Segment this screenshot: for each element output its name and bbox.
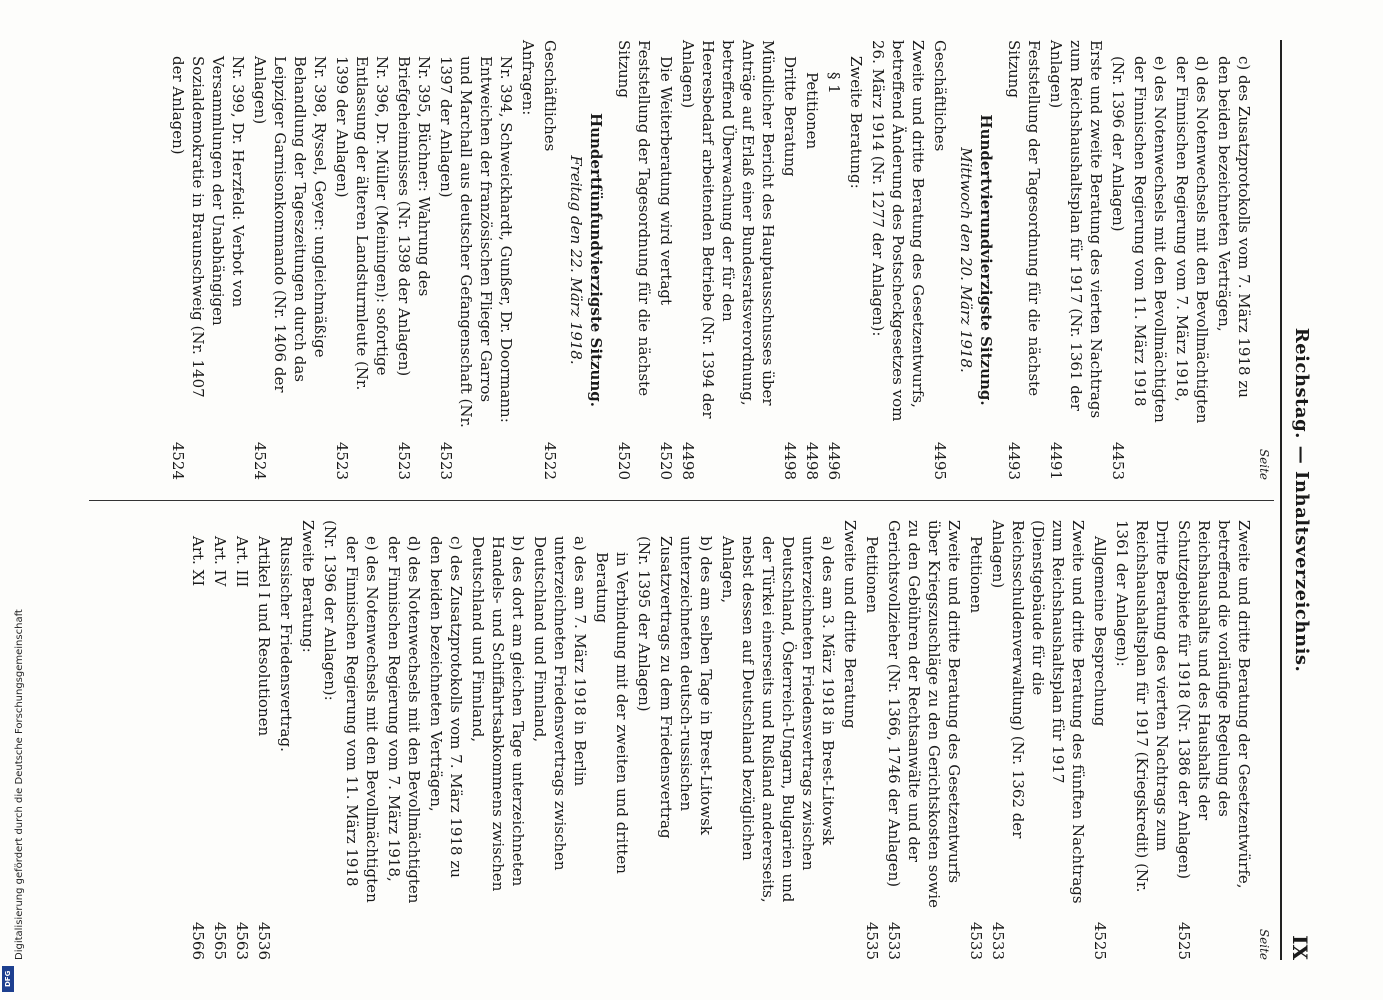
toc-entry [254,520,274,960]
toc-entry-text: § 1 [825,72,843,94]
toc-page-number: 4498 [803,441,821,480]
toc-page-number: 4533 [989,921,1007,960]
header-rule [1280,40,1282,960]
toc-entry [342,520,382,960]
toc-entry [468,520,528,960]
toc-entry-text: Petitionen [863,536,881,614]
toc-entry [426,520,466,960]
rotated-page-content [70,0,1330,1000]
left-column [168,40,1274,480]
toc-entry [656,520,716,960]
toc-entry [1172,40,1212,480]
toc-entry-text: Feststellung der Tagesordnung für die nächste Sitzung [1005,40,1043,397]
toc-entry-text: Zweite und dritte Beratung des fünften Nachtrags zum Reichshaushaltsplan für 1917 (Dienstgebäude für die Reichsschuldenverwaltung) (Nr. 1362 der Anlagen) [989,520,1087,904]
toc-page-number: 4533 [885,921,903,960]
toc-entry-text: Erste und zweite Beratung des vierten Nachtrags zum Reichshaushaltsplan für 1917 (Nr. 1361 der Anlagen) [1047,40,1105,419]
toc-entry-text: Feststellung der Tagesordnung für die nächste Sitzung [615,40,653,397]
toc-entry-text: Art. XI [189,536,207,587]
toc-entry-text: Russischer Friedensvertrag. [277,536,295,752]
toc-entry [436,40,516,480]
toc-entry [1108,40,1128,480]
toc-entry [614,40,654,480]
toc-page-number: 4453 [1109,441,1127,480]
toc-entry [276,520,296,960]
toc-page-number: 4525 [1091,921,1109,960]
toc-entry-text: Nr. 396, Dr. Müller (Meiningen): sofortige Entlassung der älteren Landsturmleute (Nr. 1399 der Anlagen) [333,56,391,391]
toc-entry [592,520,632,960]
toc-entry [320,520,340,960]
toc-entry-text: c) des Zusatzprotokolls vom 7. März 1918 zu den beiden bezeichneten Verträgen, [1215,56,1253,398]
toc-entry-text: b) des am selben Tage in Brest-Litowsk unterzeichneten deutsch-russischen Zusatzvertrags zu dem Friedensvertrag [657,536,715,839]
toc-page-number: 4533 [967,921,985,960]
toc-page-number: 4495 [931,441,949,480]
toc-entry-text: b) des dort am gleichen Tage unterzeichneten Handels- und Schiffahrtsabkommens zwischen Deutschland und Finnland, [469,536,527,892]
toc-entry [250,40,330,480]
toc-entry-text: Zweite und dritte Beratung [841,520,859,729]
toc-entry-text: Dritte Beratung des vierten Nachtrags zum Reichshaushaltsplan für 1917 (Kriegskredit) (Nr. 1361 der Anlagen): [1113,520,1171,893]
column-divider [89,500,1274,501]
toc-entry-text: Dritte Beratung [781,56,799,177]
toc-entry [884,520,964,960]
toc-entry-text: c) des Zusatzprotokolls vom 7. März 1918 zu den beiden bezeichneten Verträgen, [427,536,465,878]
toc-entry [298,520,318,960]
toc-entry [930,40,950,480]
toc-entry-text: (Nr. 1396 der Anlagen) [1109,56,1127,232]
session-heading: Hundertfünfundvierzigste Sitzung. [587,112,605,408]
toc-page-number: 4566 [189,921,207,960]
toc-entry-text: a) des am 3. März 1918 in Brest-Litowsk unterzeichneten Friedensvertrags zwischen Deutschland, Österreich-Ungarn, Bulgarien und der Türkei einerseits und Rußland andererseits, nebst dessen auf Deutschland bezüglichen Anlagen, [719,536,837,903]
toc-page-number: 4493 [1005,441,1023,480]
toc-entry-text: Nr. 395, Büchner: Wahrung des Briefgeheimnisses (Nr. 1398 der Anlagen) [395,56,433,377]
toc-entry-text: d) des Notenwechsels mit den Bevollmächtigten der Finnischen Regierung vom 7. März 1918, [385,536,423,904]
toc-entry [634,520,654,960]
toc-page-number: 4496 [825,441,843,480]
toc-page-number: 4520 [657,441,675,480]
toc-page-number: 4498 [679,441,697,480]
toc-entry [840,520,860,960]
toc-entry [518,40,538,480]
toc-entry [1130,40,1170,480]
toc-entry [780,40,800,480]
toc-entry [332,40,392,480]
toc-entry-text: Art. III [233,536,251,588]
toc-page-number: 4536 [255,921,273,960]
toc-entry-text: Allgemeine Besprechung [1091,536,1109,727]
toc-entry [718,520,838,960]
toc-page-number: 4524 [251,441,269,480]
toc-entry [846,40,866,480]
toc-page-number: 4523 [333,441,351,480]
toc-entry [868,40,928,480]
toc-entry [1174,520,1254,960]
toc-entry [530,520,590,960]
toc-page-number: 4522 [541,441,559,480]
toc-entry-text: Zweite und dritte Beratung des Gesetzentwurfs über Kriegszuschläge zu den Gerichtskosten sowie zu den Gebühren der Rechtsanwälte und der Gerichtsvollzieher (Nr. 1366, 1746 der Anlagen) [885,520,963,908]
toc-entry [1046,40,1106,480]
toc-entry-text: Zweite Beratung: [847,56,865,189]
seite-label: Seite [1257,928,1271,960]
toc-entry [168,40,248,480]
toc-entry [1090,520,1110,960]
toc-page-number: 4535 [863,921,881,960]
toc-page-number: 4520 [615,441,633,480]
page-header [1286,40,1312,960]
toc-entry-text: a) des am 7. März 1918 in Berlin unterzeichneten Friedensvertrags zwischen Deutschland und Finnland, [531,536,589,871]
toc-entry-text: (Nr. 1396 der Anlagen): [321,520,339,701]
session-heading: Hundertvierundvierzigste Sitzung. [977,114,995,406]
session-date: Freitag den 22. März 1918. [567,155,585,365]
toc-entry-text: Nr. 398, Ryssel, Geyer: ungleichmäßige Behandlung der Tageszeitungen durch das Leipziger Garnisonkommando (Nr. 1406 der Anlagen) [251,56,329,393]
toc-entry-text: Petitionen [803,72,821,150]
toc-entry [678,40,778,480]
toc-entry [824,40,844,480]
toc-entry [384,520,424,960]
toc-entry [862,520,882,960]
toc-entry-text: Artikel I und Resolutionen [255,536,273,737]
toc-entry [188,520,208,960]
toc-entry [966,520,986,960]
toc-entry [394,40,434,480]
toc-page-number: 4523 [437,441,455,480]
right-column [188,520,1274,960]
toc-entry-text: Art. IV [211,536,229,587]
seite-label: Seite [1257,448,1271,480]
toc-entry-text: e) des Notenwechsels mit den Bevollmächtigten der Finnischen Regierung vom 11. März 1918 [1131,56,1169,423]
toc-entry-text: Die Weiterberatung wird vertagt [657,56,675,306]
session-date: Mittwoch den 20. März 1918. [957,147,975,373]
toc-entry [210,520,230,960]
page-title: Reichstag. — Inhaltsverzeichnis. [1291,327,1312,673]
toc-entry-text: Petitionen [967,536,985,614]
toc-entry [1004,40,1044,480]
toc-entry-text: e) des Notenwechsels mit den Bevollmächtigten der Finnischen Regierung vom 11. März 1918 [343,536,381,903]
toc-entry [1214,40,1254,480]
digitization-note [0,0,25,1000]
toc-page-number: 4498 [781,441,799,480]
toc-entry [988,520,1088,960]
toc-entry-text: Geschäftliches [541,40,559,152]
toc-entry-text: Mündlicher Bericht des Hauptausschusses über Anträge auf Erlaß einer Bundesratsverordnung, betreffend Überwachung der für den Heeresbedarf arbeitenden Betriebe (Nr. 1394 der Anlagen) [679,40,777,419]
toc-entry-text: d) des Notenwechsels mit den Bevollmächtigten der Finnischen Regierung vom 7. März 1918, [1173,56,1211,424]
page-number: IX [1288,935,1312,960]
toc-entry-text: Geschäftliches [931,40,949,152]
toc-entry-text: Nr. 399, Dr. Herzfeld: Verbot von Versammlungen der Unabhängigen Sozialdemokratie in Braunschweig (Nr. 1407 der Anlagen) [169,56,247,398]
toc-entry-text: in Verbindung mit der zweiten und dritten Beratung [593,552,631,874]
toc-entry-text: Anfragen: [519,40,537,116]
toc-entry-text: Zweite und dritte Beratung des Gesetzentwurfs, betreffend Änderung des Postscheckgesetzes vom 26. März 1914 (Nr. 1277 der Anlagen): [869,40,927,422]
toc-page-number: 4523 [395,441,413,480]
toc-page-number: 4563 [233,921,251,960]
toc-entry-text: Zweite und dritte Beratung der Gesetzentwürfe, betreffend die vorläufige Regelung des Reichshaushalts und des Haushalts der Schutzgebiete für 1918 (Nr. 1386 der Anlagen) [1175,520,1253,889]
digitization-note-text: Digitalisierung gefördert durch die Deutsche Forschungsgemeinschaft [14,609,25,960]
toc-page-number: 4524 [169,441,187,480]
toc-entry [656,40,676,480]
toc-page-number: 4565 [211,921,229,960]
dfg-logo: DFG [2,966,14,992]
toc-entry [232,520,252,960]
toc-entry-text: Nr. 394, Schweickhardt, Gunßer, Dr. Doormann: Entweichen der französischen Flieger Garros und Marchall aus deutscher Gefangenschaft (Nr. 1397 der Anlagen) [437,56,515,428]
toc-entry-text: Zweite Beratung: [299,520,317,653]
toc-entry [802,40,822,480]
toc-page-number: 4491 [1047,441,1065,480]
toc-entry [540,40,560,480]
toc-page-number: 4525 [1175,921,1193,960]
toc-entry [1112,520,1172,960]
toc-entry-text: (Nr. 1395 der Anlagen) [635,536,653,712]
